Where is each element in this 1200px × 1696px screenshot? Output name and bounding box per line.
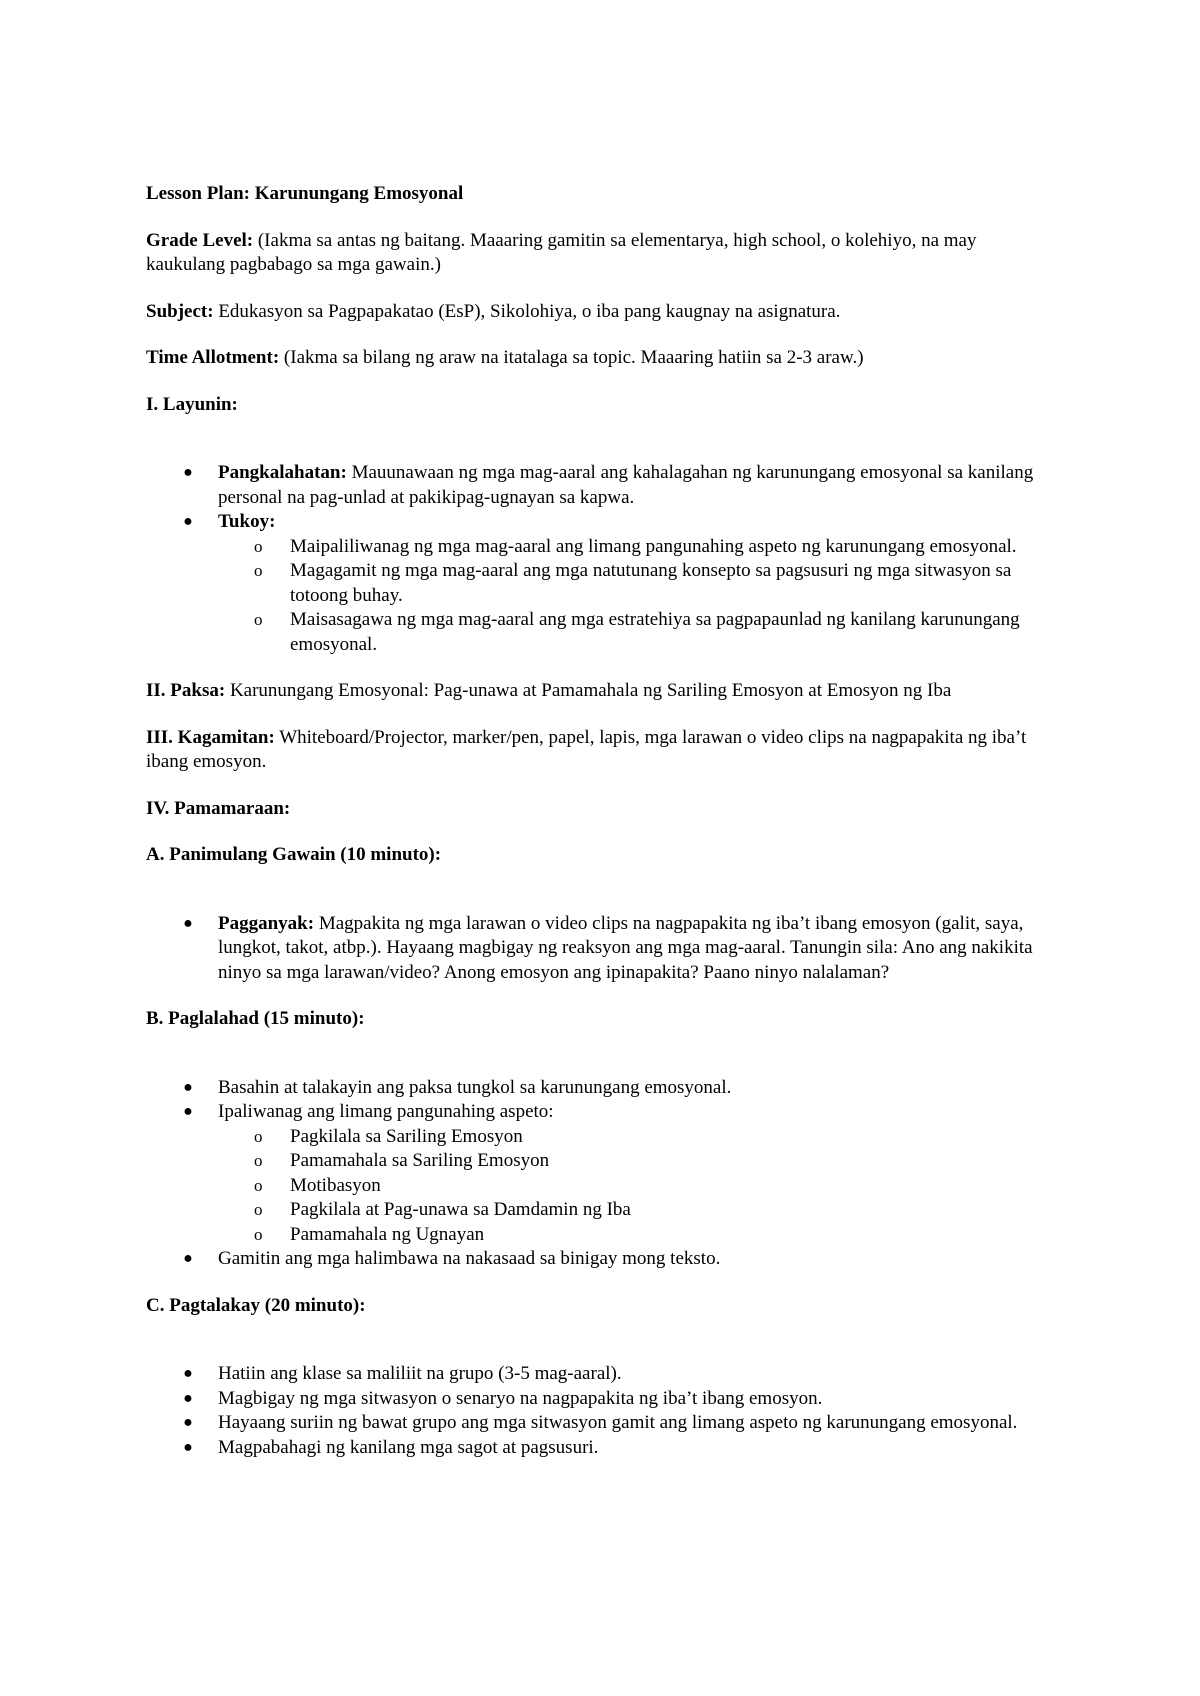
bullet-icon: ● <box>183 1414 193 1431</box>
layunin-list <box>146 461 1058 657</box>
general-objective-label: Pangkalahatan: <box>218 462 347 483</box>
section-b-list <box>146 1076 1058 1272</box>
aspect-text: Pamamahala sa Sariling Emosyon <box>290 1150 550 1171</box>
sub-bullet-icon: o <box>254 561 263 580</box>
section-c-item-text: Hatiin ang klase sa maliliit na grupo (3-5 mag-aaral). <box>218 1363 622 1384</box>
bullet-icon: ● <box>183 1103 193 1120</box>
specific-objective-text: Maipaliliwanag ng mga mag-aaral ang limang pangunahing aspeto ng karunungang emosyonal. <box>290 535 1017 557</box>
pamamaraan-heading: IV. Pamamaraan: <box>146 797 291 819</box>
bullet-icon: ● <box>183 513 193 530</box>
section-c-heading: C. Pagtalakay (20 minuto): <box>146 1294 366 1316</box>
subject-paragraph <box>146 300 1058 325</box>
specific-objective-label: Tukoy: <box>218 511 276 532</box>
section-b-item-text: Gamitin ang mga halimbawa na nakasaad sa binigay mong teksto. <box>218 1248 721 1269</box>
sub-bullet-icon: o <box>254 536 263 556</box>
list-item <box>218 1198 1058 1223</box>
bullet-icon: ● <box>183 1438 193 1456</box>
subject-label: Subject: <box>146 300 214 322</box>
list-item <box>146 1411 1058 1436</box>
bullet-icon: ● <box>183 1250 193 1267</box>
section-c-list <box>146 1362 1058 1460</box>
list-item <box>218 608 1058 657</box>
list-item <box>218 559 1058 608</box>
section-b-item-text: Basahin at talakayin ang paksa tungkol sa karunungang emosyonal. <box>218 1076 732 1098</box>
grade-level-label: Grade Level: <box>146 229 254 251</box>
sub-bullet-icon: o <box>254 610 263 629</box>
sub-bullet-icon: o <box>254 1151 263 1170</box>
aspect-text: Pagkilala at Pag-unawa sa Damdamin ng Iba <box>290 1199 631 1220</box>
time-allotment-text: (Iakma sa bilang ng araw na itatalaga sa topic. Maaaring hatiin sa 2-3 araw.) <box>279 347 864 368</box>
kagamitan-text: Whiteboard/Projector, marker/pen, papel, lapis, mga larawan o video clips na nagpapakita ng iba’t ibang emosyon. <box>146 726 1027 772</box>
sub-bullet-icon: o <box>254 1126 263 1146</box>
bullet-icon: ● <box>183 464 193 481</box>
aspect-text: Motibasyon <box>290 1174 381 1196</box>
sub-bullet-icon: o <box>254 1200 263 1219</box>
bullet-icon: ● <box>183 1365 193 1382</box>
section-c-item-text: Hayaang suriin ng bawat grupo ang mga sitwasyon gamit ang limang aspeto ng karunungang emosyonal. <box>218 1412 1018 1433</box>
kagamitan-paragraph <box>146 726 1058 775</box>
list-item <box>146 1100 1058 1247</box>
paksa-text: Karunungang Emosyonal: Pag-unawa at Pamamahala ng Sariling Emosyon at Emosyon ng Iba <box>225 680 952 701</box>
pagganyak-text: Magpakita ng mga larawan o video clips na nagpapakita ng iba’t ibang emosyon (galit, saya, lungkot, takot, atbp.). Hayaang magbigay ng reaksyon ang mga mag-aaral. Tanungin sila: Ano ang nakikita ninyo sa mga larawan/video? Anong emosyon ang ipinapakita? Paano ninyo nalalaman? <box>218 912 1033 983</box>
section-c-item-text: Magpabahagi ng kanilang mga sagot at pagsusuri. <box>218 1436 599 1458</box>
section-b-heading: B. Paglalahad (15 minuto): <box>146 1008 365 1029</box>
time-allotment-paragraph <box>146 346 1058 371</box>
section-c-item-text: Magbigay ng mga sitwasyon o senaryo na nagpapakita ng iba’t ibang emosyon. <box>218 1387 823 1409</box>
grade-level-paragraph <box>146 229 1058 278</box>
list-item <box>218 1125 1058 1150</box>
list-item <box>146 1076 1058 1101</box>
section-b-item-text: Ipaliwanag ang limang pangunahing aspeto: <box>218 1101 554 1122</box>
list-item <box>146 1362 1058 1387</box>
time-allotment-label: Time Allotment: <box>146 347 280 368</box>
pagganyak-label: Pagganyak: <box>218 912 315 934</box>
aspect-text: Pagkilala sa Sariling Emosyon <box>290 1125 523 1147</box>
list-item <box>218 1174 1058 1199</box>
list-item <box>146 1247 1058 1272</box>
list-item <box>146 510 1058 657</box>
specific-objectives-list <box>218 535 1058 658</box>
general-objective-text: Mauunawaan ng mga mag-aaral ang kahalagahan ng karunungang emosyonal sa kanilang personal na pag-unlad at pakikipag-ugnayan sa kapwa. <box>218 462 1034 508</box>
kagamitan-label: III. Kagamitan: <box>146 726 275 748</box>
section-a-list <box>146 912 1058 986</box>
list-item <box>218 1149 1058 1174</box>
list-item <box>146 1387 1058 1412</box>
list-item <box>146 912 1058 986</box>
paksa-paragraph <box>146 679 1058 704</box>
specific-objective-text: Maisasagawa ng mga mag-aaral ang mga estratehiya sa pagpapaunlad ng kanilang karunungang emosyonal. <box>290 609 1020 655</box>
bullet-icon: ● <box>183 1078 193 1096</box>
list-item <box>218 535 1058 560</box>
list-item <box>146 1436 1058 1461</box>
bullet-icon: ● <box>183 914 193 932</box>
sub-bullet-icon: o <box>254 1224 263 1244</box>
list-item <box>146 461 1058 510</box>
layunin-heading: I. Layunin: <box>146 393 238 415</box>
aspects-list <box>218 1125 1058 1248</box>
section-a-heading: A. Panimulang Gawain (10 minuto): <box>146 844 442 865</box>
aspect-text: Pamamahala ng Ugnayan <box>290 1223 485 1245</box>
paksa-label: II. Paksa: <box>146 680 226 701</box>
grade-level-text: (Iakma sa antas ng baitang. Maaaring gamitin sa elementarya, high school, o kolehiyo, na may kaukulang pagbabago sa mga gawain.) <box>146 229 977 275</box>
list-item <box>218 1223 1058 1248</box>
subject-text: Edukasyon sa Pagpapakatao (EsP), Sikolohiya, o iba pang kaugnay na asignatura. <box>213 300 841 322</box>
document-title: Lesson Plan: Karunungang Emosyonal <box>146 183 464 204</box>
bullet-icon: ● <box>183 1389 193 1407</box>
sub-bullet-icon: o <box>254 1175 263 1195</box>
specific-objective-text: Magagamit ng mga mag-aaral ang mga natutunang konsepto sa pagsusuri ng mga sitwasyon sa totoong buhay. <box>290 560 1012 606</box>
document-page <box>146 182 1058 1482</box>
